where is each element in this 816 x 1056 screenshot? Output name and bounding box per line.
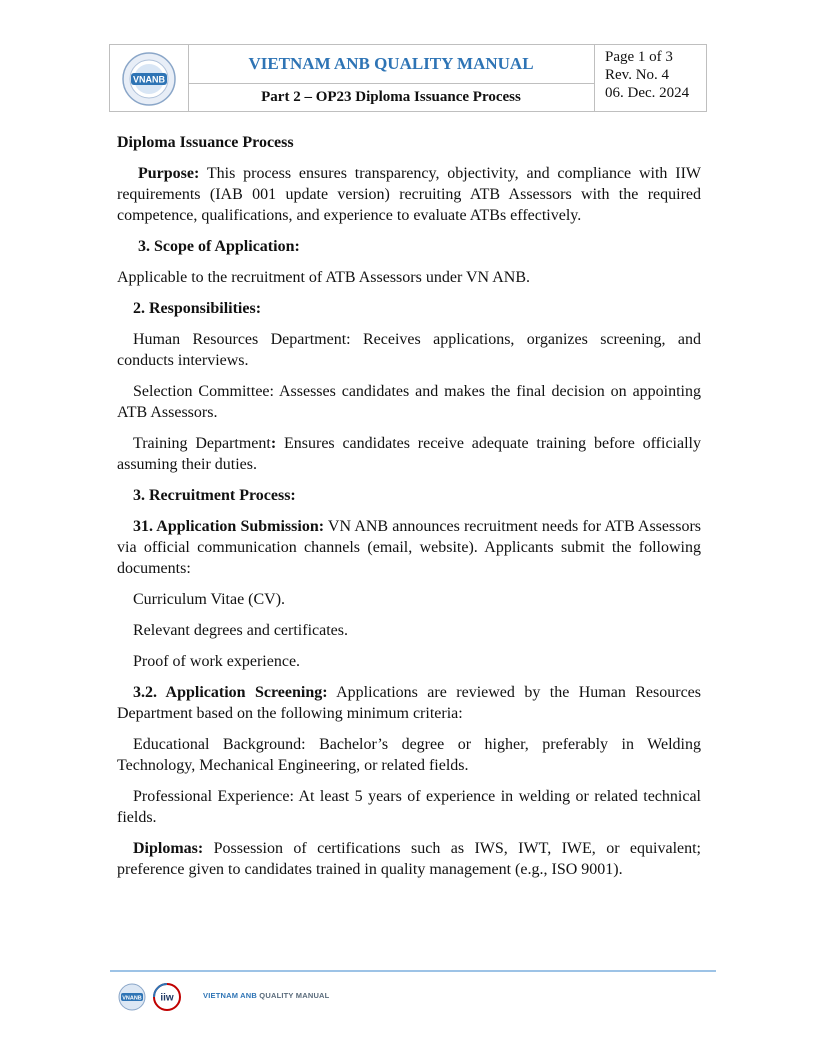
scope-text: Applicable to the recruitment of ATB Assessors under VN ANB. — [117, 269, 530, 286]
application-submission-label: 31. Application Submission: — [133, 518, 325, 535]
experience-criterion: Professional Experience: At least 5 years of experience in welding or related technical fields. — [117, 788, 701, 826]
header-logo-cell — [110, 45, 189, 111]
manual-title: VIETNAM ANB QUALITY MANUAL — [188, 45, 594, 84]
document-header — [109, 44, 707, 112]
recruitment-heading — [117, 485, 701, 506]
footer-divider — [110, 970, 716, 972]
recruitment-heading-text: 3. Recruitment Process: — [133, 487, 296, 504]
document-item: Curriculum Vitae (CV). — [133, 591, 286, 608]
document-item: Proof of work experience. — [133, 653, 301, 670]
purpose-paragraph — [117, 163, 701, 226]
logo-text: VNANB — [132, 74, 166, 85]
section-title: Part 2 – OP23 Diploma Issuance Process — [261, 89, 521, 105]
footer-logo1-text: VNANB — [122, 995, 142, 1002]
vnanb-logo — [120, 51, 178, 107]
application-screening-text: Applications are reviewed by the Human Resources Department based on the following minimum criteria: — [117, 684, 702, 722]
scope-heading-text: 3. Scope of Application: — [138, 238, 300, 255]
footer-logos — [118, 982, 188, 1012]
footer-logo2-text: iiw — [160, 992, 174, 1004]
purpose-label: Purpose: — [138, 165, 200, 182]
application-screening-label: 3.2. Application Screening: — [133, 684, 328, 701]
footer-caption — [203, 991, 329, 1000]
footer-caption-brand: VIETNAM ANB — [203, 991, 258, 1000]
application-submission-paragraph — [117, 516, 701, 579]
responsibilities-heading — [117, 298, 701, 319]
header-title-cell — [188, 45, 595, 111]
diplomas-criterion — [117, 838, 701, 880]
resp-sc-paragraph: Selection Committee: Assesses candidates and makes the final decision on appointing ATB Assessors. — [117, 383, 701, 421]
purpose-text: This process ensures transparency, objectivity, and compliance with IIW requirements (IAB 001 update version) recruiting ATB Assessors with the required competence, qualifications, and experience to evaluate ATBs effectively. — [117, 165, 701, 224]
scope-heading — [117, 236, 701, 257]
resp-td-text: Ensures candidates receive adequate training before officially assuming their duties. — [117, 435, 701, 473]
resp-td-paragraph — [117, 433, 701, 475]
resp-hr-paragraph: Human Resources Department: Receives applications, organizes screening, and conducts interviews. — [117, 331, 701, 369]
resp-td-label: Training Department — [133, 435, 271, 452]
header-meta — [595, 48, 705, 110]
footer-caption-rest: QUALITY MANUAL — [257, 991, 330, 1000]
resp-td-colon: : — [270, 435, 277, 452]
page-heading: Diploma Issuance Process — [117, 134, 294, 151]
page-number: Page 1 of 3 — [605, 49, 673, 65]
responsibilities-heading-text: 2. Responsibilities: — [133, 300, 262, 317]
document-item: Relevant degrees and certificates. — [133, 622, 348, 639]
education-criterion: Educational Background: Bachelor’s degree or higher, preferably in Welding Technology, Mechanical Engineering, or related fields. — [117, 736, 701, 774]
revision-date: 06. Dec. 2024 — [605, 85, 690, 101]
iiw-logo — [154, 984, 180, 1010]
vnanb-footer-logo — [119, 984, 145, 1010]
diplomas-text: Possession of certifications such as IWS, IWT, IWE, or equivalent; preference given to candidates trained in quality management (e.g., ISO 9001). — [117, 840, 701, 878]
application-submission-text: VN ANB announces recruitment needs for ATB Assessors via official communication channels (email, website). Applicants submit the following documents: — [117, 518, 702, 577]
diplomas-label: Diplomas: — [133, 840, 204, 857]
application-screening-paragraph — [117, 682, 701, 724]
revision-number: Rev. No. 4 — [605, 67, 670, 83]
document-body — [117, 132, 701, 880]
